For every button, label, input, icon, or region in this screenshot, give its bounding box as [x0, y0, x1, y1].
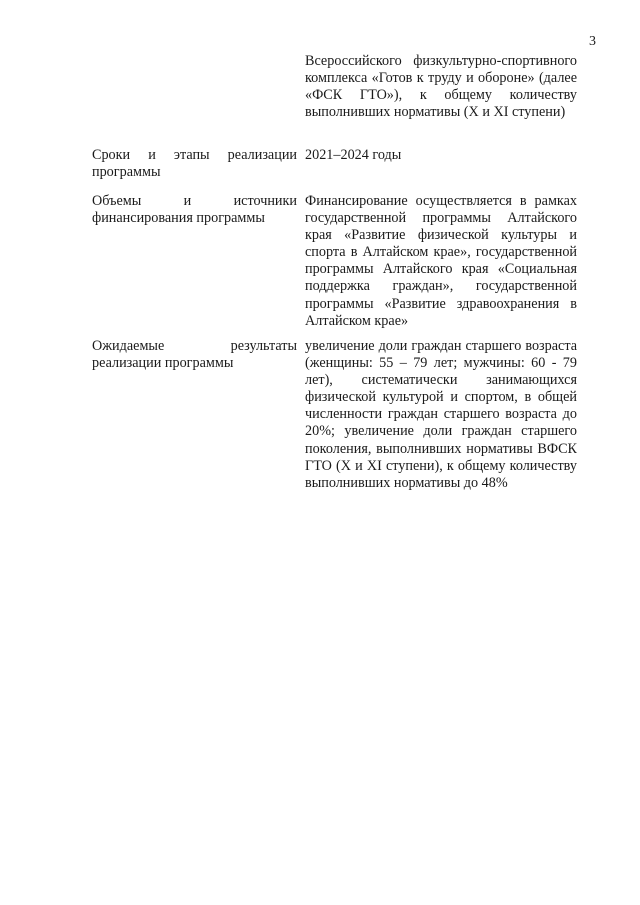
page-number: 3 — [589, 34, 596, 49]
dates-row — [92, 147, 592, 181]
continuation-row — [92, 53, 592, 121]
results-row — [92, 338, 592, 492]
dates-value: 2021–2024 годы — [305, 147, 402, 163]
results-value: увеличение доли граждан старшего возраста (женщины: 55 – 79 лет; мужчины: 60 - 79 лет), систематически занимающихся физической культурой и спортом, в общей численности граждан старшего возраста до 20%; увеличение доли граждан старшего поколения, выполнивших нормативы ВФСК ГТО (X и XI ступени), к общему количеству выполнивших нормативы до 48% — [305, 338, 577, 491]
financing-label: Объемы и источники финансирования программы — [92, 193, 297, 227]
results-label: Ожидаемые результаты реализации программы — [92, 338, 297, 372]
dates-label: Сроки и этапы реализации программы — [92, 147, 297, 181]
financing-value: Финансирование осуществляется в рамках государственной программы Алтайского края «Развитие физической культуры и спорта в Алтайском крае», государственной программы Алтайского края «Социальная поддержка граждан», государственной программы «Развитие здравоохранения в Алтайском крае» — [305, 193, 577, 329]
continuation-value: Всероссийского физкультурно-спортивного комплекса «Готов к труду и обороне» (далее «ФСК ГТО»), к общему количеству выполнивших нормативы (X и XI ступени) — [305, 53, 577, 121]
financing-row — [92, 193, 592, 330]
